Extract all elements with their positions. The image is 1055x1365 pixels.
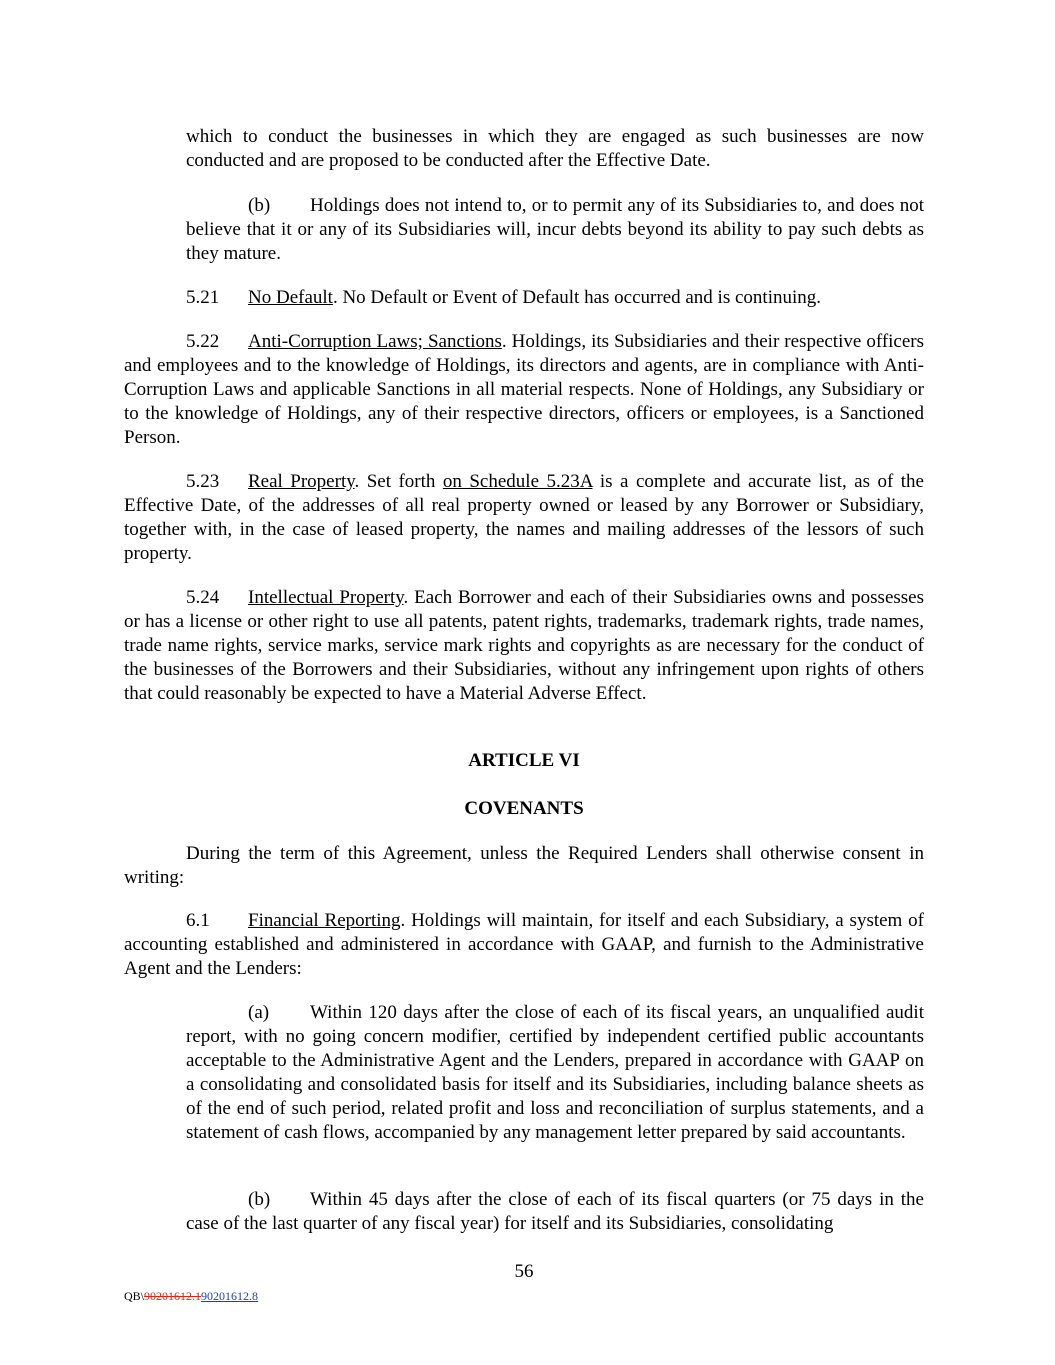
section-title: Intellectual Property	[248, 587, 404, 608]
paragraph-continuation: which to conduct the businesses in which they are engaged as such businesses are now conducted and are proposed to be conducted after the Effective Date.	[186, 126, 924, 171]
section-title: No Default	[248, 287, 333, 308]
section-number: 5.24	[186, 587, 220, 608]
footer-prefix: QB\	[124, 1289, 145, 1303]
section-6-1: 6.1 Financial Reporting. Holdings will maintain, for itself and each Subsidiary, a system of accounting established and administered in accordance with GAAP, and furnish to the Administrative Agent and the Lenders:	[124, 910, 924, 979]
article-title: COVENANTS	[464, 798, 584, 819]
schedule-reference: on Schedule 5.23A	[442, 471, 593, 492]
section-5-21: 5.21 No Default. No Default or Event of Default has occurred and is continuing.	[186, 287, 821, 308]
clause-number: (b)	[248, 1189, 271, 1210]
document-footer	[124, 1289, 258, 1303]
footer-inserted-id: 90201612.8	[201, 1289, 259, 1303]
section-title: Anti-Corruption Laws; Sanctions	[248, 331, 502, 352]
page-number: 56	[514, 1261, 534, 1282]
article-heading: ARTICLE VI	[468, 750, 580, 771]
section-number: 6.1	[186, 910, 210, 931]
section-5-23: 5.23 Real Property. Set forth on Schedule 5.23A is a complete and accurate list, as of the Effective Date, of the addresses of all real property owned or leased by any Borrower or Subsidiary, together with, in the case of leased property, the names and mailing addresses of the lessors of such property.	[124, 471, 924, 564]
section-title: Real Property	[248, 471, 355, 492]
section-title: Financial Reporting	[248, 910, 401, 931]
section-number: 5.22	[186, 331, 220, 352]
section-5-24: 5.24 Intellectual Property. Each Borrower and each of their Subsidiaries owns and possesses or has a license or other right to use all patents, patent rights, trademarks, trademark rights, trade names, trade name rights, service marks, service mark rights and copyrights as are necessary for the conduct of the businesses of the Borrowers and their Subsidiaries, without any infringement upon rights of others that could reasonably be expected to have a Material Adverse Effect.	[124, 587, 924, 704]
section-number: 5.23	[186, 471, 220, 492]
section-number: 5.21	[186, 287, 220, 308]
paragraph-5-20-b: (b) Holdings does not intend to, or to permit any of its Subsidiaries to, and does not believe that it or any of its Subsidiaries will, incur debts beyond its ability to pay such debts as they mature.	[186, 195, 924, 264]
footer-deleted-id: 90201612.1	[144, 1289, 202, 1303]
covenants-intro: During the term of this Agreement, unless the Required Lenders shall otherwise consent in writing:	[124, 843, 924, 888]
section-5-22: 5.22 Anti-Corruption Laws; Sanctions. Holdings, its Subsidiaries and their respective officers and employees and to the knowledge of Holdings, its directors and agents, are in compliance with Anti-Corruption Laws and applicable Sanctions in all material respects. None of Holdings, any Subsidiary or to the knowledge of Holdings, any of their respective directors, officers or employees, is a Sanctioned Person.	[124, 331, 925, 448]
clause-number: (a)	[248, 1002, 270, 1023]
section-6-1-a: (a) Within 120 days after the close of each of its fiscal years, an unqualified audit report, with no going concern modifier, certified by independent certified public accountants acceptable to the Administrative Agent and the Lenders, prepared in accordance with GAAP on a consolidating and consolidated basis for itself and its Subsidiaries, including balance sheets as of the end of such period, related profit and loss and reconciliation of surplus statements, and a statement of cash flows, accompanied by any management letter prepared by said accountants.	[186, 1002, 924, 1143]
section-6-1-b: (b) Within 45 days after the close of each of its fiscal quarters (or 75 days in the case of the last quarter of any fiscal year) for itself and its Subsidiaries, consolidating	[186, 1189, 924, 1234]
clause-number: (b)	[248, 195, 271, 216]
